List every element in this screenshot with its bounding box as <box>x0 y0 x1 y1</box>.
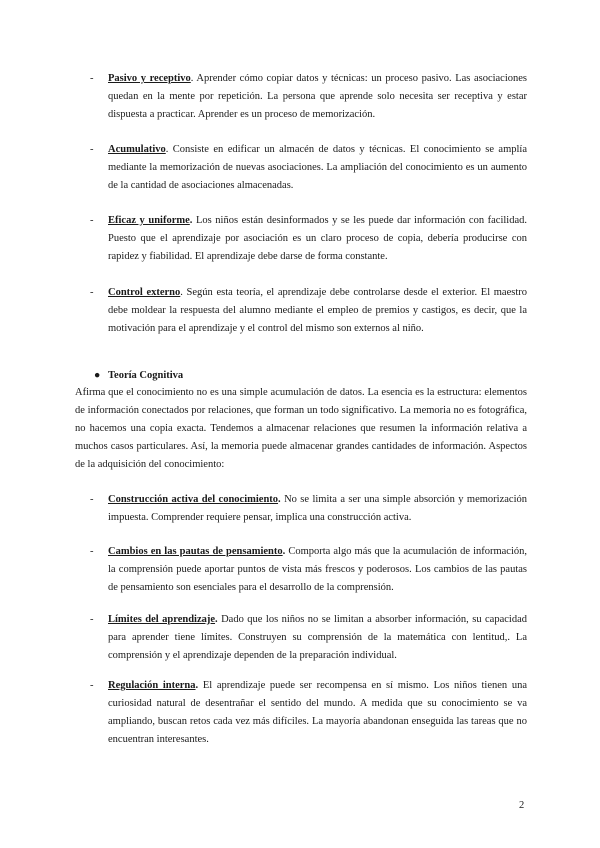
item-title: Construcción activa del conocimiento <box>108 494 279 505</box>
item-text: El aprendizaje puede ser recompensa en sí mismo. Los niños tienen una curiosidad natural de desentrañar el sentido del mundo. A medida que su conocimiento se va ampliando, buscan retos cada vez más difíciles. La mayoría abandonan enseguida las tareas que no encuentran interesantes. <box>108 680 527 745</box>
list-dash: - <box>90 546 94 557</box>
item-title: Límites del aprendizaje <box>108 614 216 625</box>
page-number: 2 <box>519 800 525 811</box>
item-title-punct: . <box>278 494 281 505</box>
list-item-regulacion <box>90 677 527 749</box>
list-item-pasivo <box>90 70 528 124</box>
list-item-cambios <box>90 543 528 597</box>
list-dash: - <box>90 680 94 691</box>
list-item-acumulativo <box>90 141 527 195</box>
list-dash: - <box>90 494 94 505</box>
list-dash: - <box>90 144 94 155</box>
item-text: Aprender cómo copiar datos y técnicas: un proceso pasivo. Las asociaciones quedan en la mente por repetición. La persona que aprende solo necesita ser receptiva y estar dispuesta a practicar. Aprender es un proceso de memorización. <box>108 73 528 120</box>
section-title: Teoría Cognitiva <box>108 370 184 381</box>
item-title: Pasivo y receptivo <box>108 73 191 84</box>
item-title-punct: . <box>215 614 218 625</box>
list-item-control <box>90 284 527 338</box>
item-title-punct: . <box>190 73 194 84</box>
list-item-eficaz <box>90 212 527 266</box>
item-text: Los niños están desinformados y se les puede dar información con facilidad. Puesto que el aprendizaje por asociación es un claro proceso de copia, debería producirse con rapidez y fiabilidad. El aprendizaje debe darse de forma constante. <box>108 215 527 262</box>
item-title: Regulación interna <box>108 680 196 691</box>
item-title-punct: . <box>195 680 199 691</box>
list-dash: - <box>90 73 94 84</box>
item-text: Comporta algo más que la acumulación de información, la comprensión puede aportar puntos de vista más frescos y poderosos. Los cambios de las pautas de pensamiento son esenciales para el desarrollo de la comprensión. <box>108 546 528 593</box>
section-heading <box>94 367 524 385</box>
item-title: Control externo <box>108 287 181 298</box>
list-dash: - <box>90 614 94 625</box>
item-title-punct: . <box>189 215 193 226</box>
item-title-punct: . <box>282 546 286 557</box>
item-text: Consiste en edificar un almacén de datos y técnicas. El conocimiento se amplía mediante la memorización de nuevas asociaciones. La ampliación del conocimiento es un aumento de la cantidad de asociaciones almacenadas. <box>108 144 527 191</box>
list-item-construccion <box>90 491 527 527</box>
item-title: Eficaz y uniforme <box>108 215 190 226</box>
item-text: Dado que los niños no se limitan a absorber información, su capacidad para aprender tiene límites. Construyen su comprensión de la matemática con lentitud,. La comprensión y el aprendizaje dependen de la preparación individual. <box>108 614 527 661</box>
item-text: Según esta teoría, el aprendizaje debe controlarse desde el exterior. El maestro debe moldear la respuesta del alumno mediante el empleo de premios y castigos, es decir, que la motivación para el aprendizaje y el control del mismo son externos al niño. <box>108 287 527 334</box>
bullet-icon: ● <box>94 370 101 381</box>
list-item-limites <box>90 611 527 665</box>
list-dash: - <box>90 215 94 226</box>
item-title-punct: . <box>165 144 169 155</box>
item-title: Acumulativo <box>108 144 166 155</box>
item-title: Cambios en las pautas de pensamiento <box>108 546 283 557</box>
item-title-punct: . <box>180 287 183 298</box>
section-intro: Afirma que el conocimiento no es una simple acumulación de datos. La esencia es la estructura: elementos de información conectados por relaciones, que forman un todo significativo. La memoria no es fotográfica, no hacemos una copia exacta. Tendemos a almacenar relaciones que resumen la información relativa a muchos casos particulares. Así, la memoria puede almacenar grandes cantidades de información. Aspectos de la adquisición del conocimiento: <box>75 387 527 470</box>
list-dash: - <box>90 287 94 298</box>
item-text: No se limita a ser una simple absorción y memorización impuesta. Comprender requiere pensar, implica una construcción activa. <box>108 494 527 523</box>
